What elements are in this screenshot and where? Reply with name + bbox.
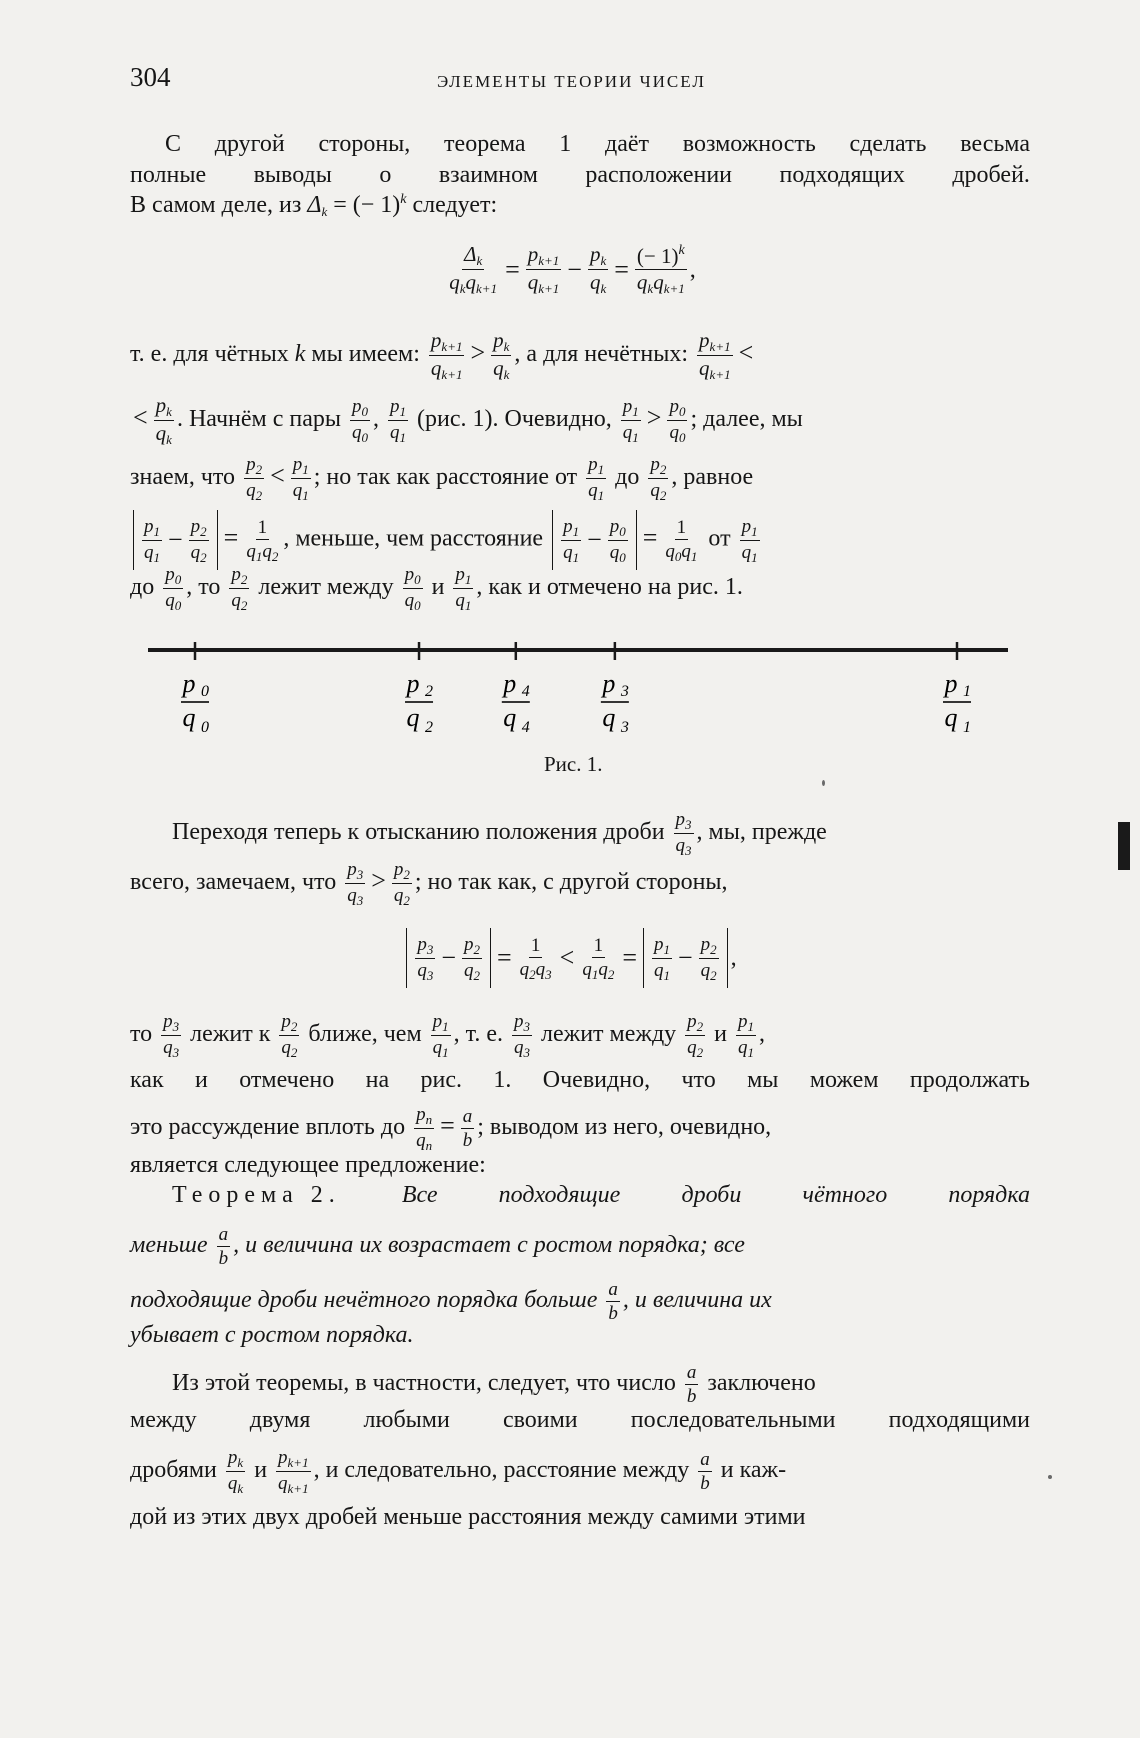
point-label-numerator: p [944,669,958,698]
theorem-2-line-2: меньше $\frac{a}{b}$ , и величина их возрастает с ростом порядка; все [130,1224,745,1269]
number-line-point-1 [943,642,972,736]
number-line-point-0 [181,642,210,736]
point-label-numerator-index: 2 [425,683,434,700]
paragraph-2-line-2: < $\frac{p_k}{q_k}$ . Начнём с пары $\frac{p_0}{q_0}$ , $\frac{p_1}{q_1}$ (рис. 1). Очевидно, $\frac{p_1}{q_1}$ > $\frac{p_0}{q_0}$ ; далее, мы [133,393,803,447]
point-label-numerator: p [503,669,517,698]
point-label-denominator: q [503,703,517,732]
point-label-denominator-index: 0 [201,719,209,736]
point-label-denominator-index: 2 [425,719,434,736]
display-formula-2: $\frac{p_3}{q_3}$ − $\frac{p_2}{q_2}$ = $\frac{1}{q_2q_3}$ < $\frac{1}{q_1q_2}$ = $\frac{p_1}{q_1}$ − $\frac{p_2}{q_2}$ , [0,928,1140,988]
paragraph-2-line-4: $\frac{p_1}{q_1}$ − $\frac{p_2}{q_2}$ = $\frac{1}{q_1q_2}$ , меньше, чем расстояние $\frac{p_1}{q_1}$ − $\frac{p_0}{q_0}$ = $\frac{1}{q_0q_1}$ от $\frac{p_1}{q_1}$ [130,510,1030,570]
point-label-denominator: q [602,703,616,732]
paragraph-1-line-1: С другой стороны, теорема 1 даёт возможность сделать весьма [165,131,1030,157]
paragraph-4-line-2: между двумя любыми своими последовательными подходящими [130,1407,1030,1433]
paragraph-4-line-4: дой из этих двух дробей меньше расстояния между самими этими [130,1504,806,1530]
point-label-denominator: q [406,703,420,732]
paragraph-4-line-1: Из этой теоремы, в частности, следует, что число $\frac{a}{b}$ заключено [172,1362,816,1407]
paragraph-1-line-3: В самом деле, из $\Delta_k$ = (− 1)$^k$ следует: [130,192,498,219]
paragraph-4-line-3: дробями $\frac{p_k}{q_k}$ и $\frac{p_{k+1}}{q_{k+1}}$ , и следовательно, расстояние между $\frac{a}{b}$ и каж- [130,1447,787,1496]
paragraph-3-line-2: всего, замечаем, что $\frac{p_3}{q_3}$ > $\frac{p_2}{q_2}$ ; но так как, с другой стороны, [130,859,728,908]
paragraph-3-line-6: является следующее предложение: [130,1152,486,1178]
number-line-point-3 [600,642,629,736]
theorem-2-line-1: Теорема 2. Все подходящие дроби чётного порядка [172,1182,1030,1208]
point-label-denominator: q [944,703,958,732]
figure-number-line [0,630,1140,740]
point-label-numerator-index: 0 [201,683,209,700]
theorem-2-line-4: убывает с ростом порядка. [130,1322,414,1348]
running-title: ЭЛЕМЕНТЫ ТЕОРИИ ЧИСЕЛ [437,72,706,91]
point-label-denominator: q [182,703,196,732]
point-label-numerator: p [602,669,616,698]
display-formula-1: $\frac{\Delta_k}{q_kq_{k+1}}$ = $\frac{p_{k+1}}{q_{k+1}}$ − $\frac{p_k}{q_k}$ = $\frac{(- 1)^k}{q_kq_{k+1}}$ , [449,242,696,296]
paragraph-3-line-1: Переходя теперь к отысканию положения дроби $\frac{p_3}{q_3}$ , мы, прежде [172,809,827,858]
paragraph-1-line-2: полные выводы о взаимном расположении подходящих дробей. [130,162,1030,188]
point-label-numerator-index: 1 [963,683,971,700]
point-label-numerator-index: 4 [521,683,530,700]
paragraph-3-line-3: то $\frac{p_3}{q_3}$ лежит к $\frac{p_2}{q_2}$ ближе, чем $\frac{p_1}{q_1}$ , т. е. $\frac{p_3}{q_3}$ лежит между $\frac{p_2}{q_2}$ и $\frac{p_1}{q_1}$ , [130,1011,766,1060]
point-label-numerator: p [182,669,196,698]
paragraph-2-line-3: знаем, что $\frac{p_2}{q_2}$ < $\frac{p_1}{q_1}$ ; но так как расстояние от $\frac{p_1}{q_1}$ до $\frac{p_2}{q_2}$ , равное [130,454,754,503]
theorem-2-line-3: подходящие дроби нечётного порядка больше $\frac{a}{b}$ , и величина их [130,1279,772,1324]
page-number: 304 [130,62,171,92]
point-label-denominator-index: 1 [963,719,971,736]
point-label-numerator-index: 3 [620,683,629,700]
point-label-denominator-index: 3 [620,719,629,736]
paragraph-2-line-5: до $\frac{p_0}{q_0}$ , то $\frac{p_2}{q_2}$ лежит между $\frac{p_0}{q_0}$ и $\frac{p_1}{q_1}$ , как и отмечено на рис. 1. [130,564,743,613]
paragraph-2-line-1: т. е. для чётных k мы имеем: $\frac{p_{k+1}}{q_{k+1}}$ > $\frac{p_k}{q_k}$ , а для нечётных: $\frac{p_{k+1}}{q_{k+1}}$ < [130,328,754,382]
scan-speck [822,780,825,786]
figure-caption: Рис. 1. [544,752,603,776]
number-line-point-2 [405,642,434,736]
paragraph-3-line-4: как и отмечено на рис. 1. Очевидно, что мы можем продолжать [130,1067,1030,1093]
paragraph-3-line-5: это рассуждение вплоть до $\frac{p_n}{q_n}$ = $\frac{a}{b}$ ; выводом из него, очевидно, [130,1104,772,1153]
point-label-numerator: p [406,669,420,698]
theorem-label: Теорема 2. [172,1182,341,1208]
scan-speck [1048,1475,1052,1479]
point-label-denominator-index: 4 [521,719,530,736]
scan-edge-mark [1118,822,1130,870]
number-line-point-4 [501,642,530,736]
